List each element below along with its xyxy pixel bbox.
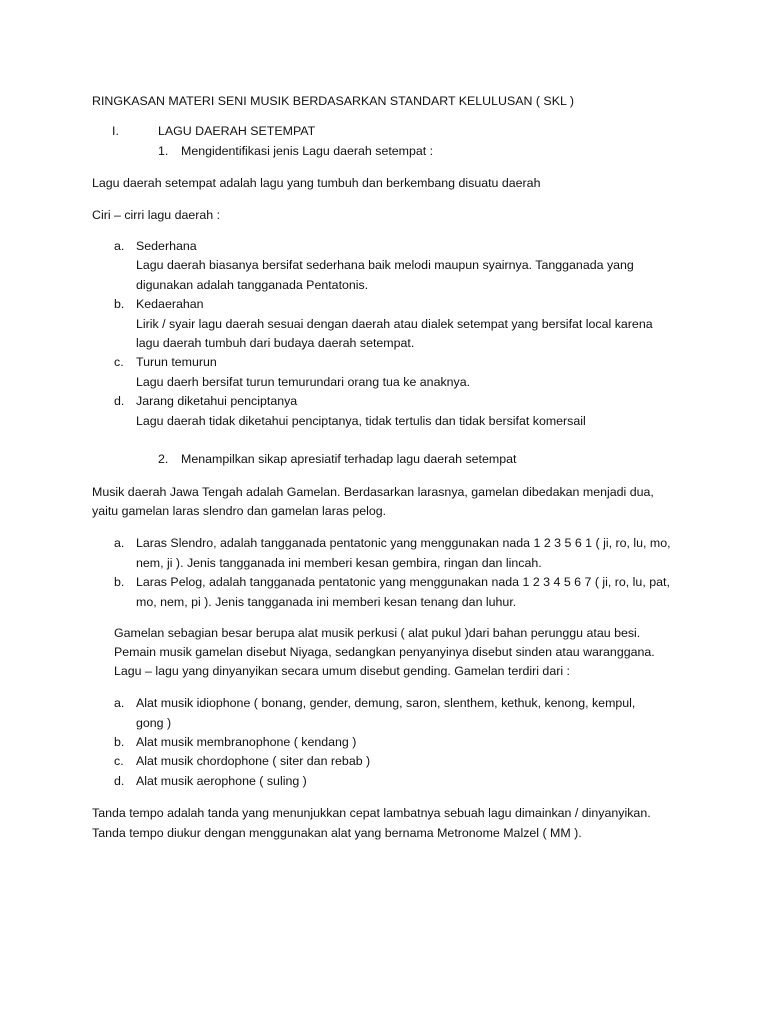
- list-item-line: Alat musik membranophone ( kendang ): [136, 735, 357, 749]
- list-marker: d.: [114, 774, 125, 788]
- list-marker: a.: [114, 536, 125, 550]
- list-item-title: Jarang diketahui penciptanya: [136, 394, 298, 408]
- list-item-title: Sederhana: [136, 239, 197, 253]
- list-item-title: Turun temurun: [136, 355, 217, 369]
- subsection-2-title: Menampilkan sikap apresiatif terhadap lagu daerah setempat: [181, 452, 517, 466]
- list-marker: a.: [114, 239, 125, 253]
- list-item-line: Lirik / syair lagu daerah sesuai dengan daerah atau dialek setempat yang bersifat local karena: [136, 317, 653, 331]
- paragraph-line: Lagu – lagu yang dinyanyikan secara umum disebut gending. Gamelan terdiri dari :: [114, 664, 570, 678]
- ciri-heading: Ciri – cirri lagu daerah :: [92, 208, 221, 222]
- list-marker: b.: [114, 735, 125, 749]
- list-item-line: nem, ji ). Jenis tangganada ini memberi kesan gembira, ringan dan lincah.: [136, 556, 542, 570]
- list-item-line: Laras Pelog, adalah tangganada pentatonic yang menggunakan nada 1 2 3 4 5 6 7 ( ji, ro, lu, pat,: [136, 575, 670, 589]
- list-item-title: Kedaerahan: [136, 297, 204, 311]
- list-item-line: Alat musik chordophone ( siter dan rebab ): [136, 754, 371, 768]
- list-item-line: Lagu daerah biasanya bersifat sederhana baik melodi maupun syairnya. Tangganada yang: [136, 258, 634, 272]
- list-item-line: Lagu daerh bersifat turun temurundari orang tua ke anaknya.: [136, 375, 471, 389]
- section-numeral: I.: [112, 124, 119, 138]
- list-item-line: lagu daerah tumbuh dari budaya daerah setempat.: [136, 336, 415, 350]
- subsection-1-number: 1.: [158, 144, 169, 158]
- list-marker: d.: [114, 394, 125, 408]
- document-title: RINGKASAN MATERI SENI MUSIK BERDASARKAN STANDART KELULUSAN ( SKL ): [92, 94, 574, 108]
- list-marker: b.: [114, 297, 125, 311]
- list-item-line: gong ): [136, 716, 172, 730]
- paragraph-line: yaitu gamelan laras slendro dan gamelan laras pelog.: [92, 504, 387, 518]
- definition-text: Lagu daerah setempat adalah lagu yang tumbuh dan berkembang disuatu daerah: [92, 176, 541, 190]
- list-item-line: Alat musik idiophone ( bonang, gender, demung, saron, slenthem, kethuk, kenong, kempul,: [136, 696, 636, 710]
- list-item-line: Lagu daerah tidak diketahui penciptanya, tidak tertulis dan tidak bersifat komersail: [136, 414, 586, 428]
- list-item-line: digunakan adalah tangganada Pentatonis.: [136, 278, 369, 292]
- list-marker: a.: [114, 696, 125, 710]
- paragraph-line: Pemain musik gamelan disebut Niyaga, sedangkan penyanyinya disebut sinden atau waranggana.: [114, 645, 655, 659]
- list-marker: b.: [114, 575, 125, 589]
- list-item-line: mo, nem, pi ). Jenis tangganada ini memberi kesan tenang dan luhur.: [136, 595, 517, 609]
- list-marker: c.: [114, 355, 124, 369]
- subsection-1-title: Mengidentifikasi jenis Lagu daerah setempat :: [181, 144, 434, 158]
- paragraph-line: Musik daerah Jawa Tengah adalah Gamelan. Berdasarkan larasnya, gamelan dibedakan menjadi dua,: [92, 485, 654, 499]
- paragraph-line: Tanda tempo diukur dengan menggunakan alat yang bernama Metronome Malzel ( MM ).: [92, 826, 582, 840]
- list-item-line: Alat musik aerophone ( suling ): [136, 774, 307, 788]
- list-item-line: Laras Slendro, adalah tangganada pentatonic yang menggunakan nada 1 2 3 5 6 1 ( ji, ro, lu, mo,: [136, 536, 671, 550]
- list-marker: c.: [114, 754, 124, 768]
- section-heading: LAGU DAERAH SETEMPAT: [158, 124, 316, 138]
- paragraph-line: Gamelan sebagian besar berupa alat musik perkusi ( alat pukul )dari bahan perunggu atau besi.: [114, 626, 641, 640]
- paragraph-line: Tanda tempo adalah tanda yang menunjukkan cepat lambatnya sebuah lagu dimainkan / dinyanyikan.: [92, 806, 651, 820]
- subsection-2-number: 2.: [158, 452, 169, 466]
